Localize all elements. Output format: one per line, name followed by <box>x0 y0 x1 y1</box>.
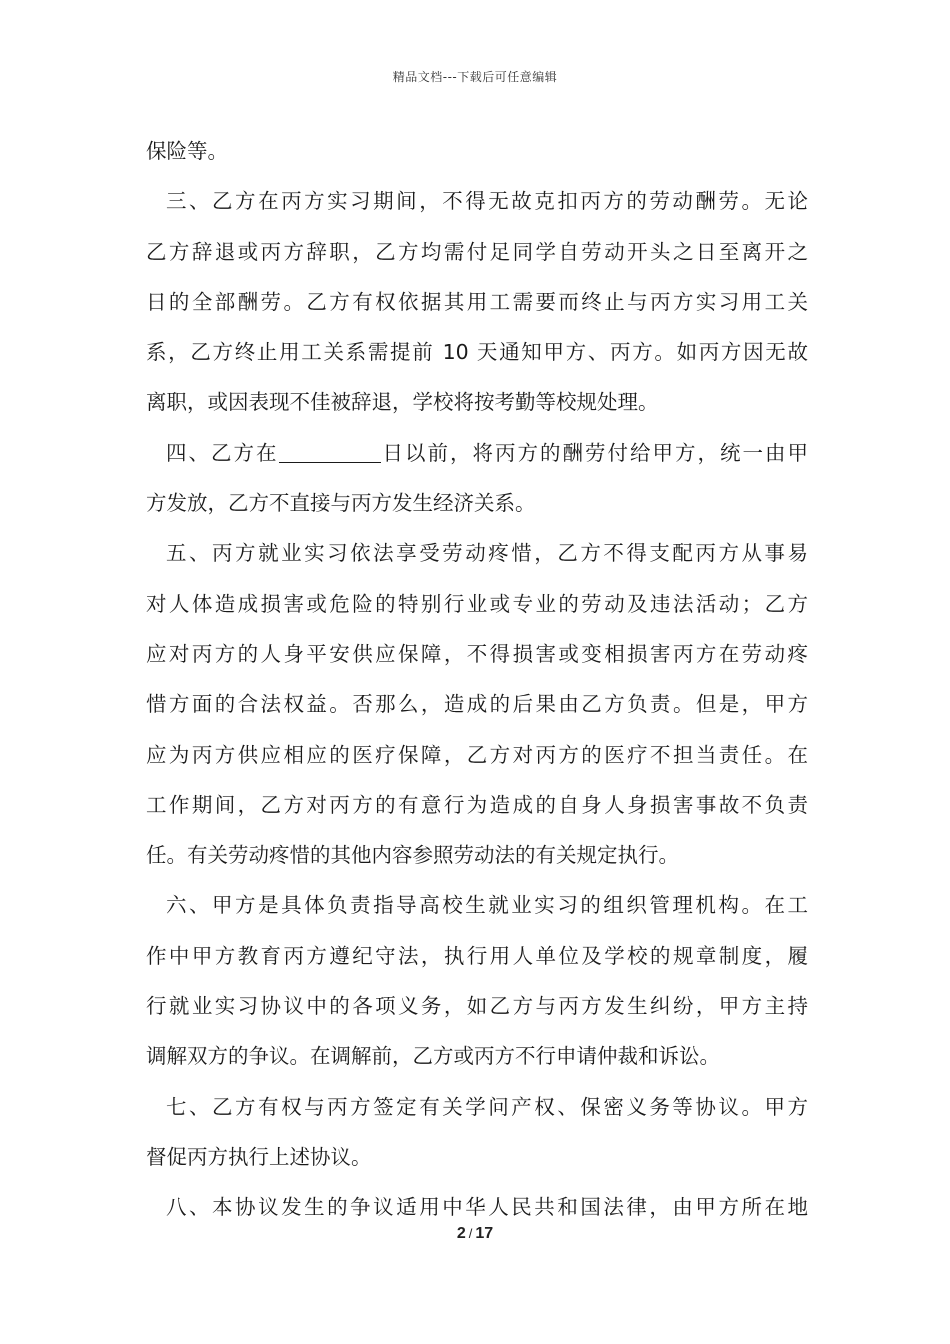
clause-four-rest: 日以前，将丙方的酬劳付给甲方，统一由甲 <box>380 440 808 465</box>
paragraph-line: 工作期间，乙方对丙方的有意行为造成的自身人身损害事故不负责 <box>146 792 808 817</box>
clause-four-start: 四、乙方在 <box>166 440 279 465</box>
paragraph-line: 惜方面的合法权益。否那么，造成的后果由乙方负责。但是，甲方 <box>146 692 808 717</box>
paragraph-line: 任。有关劳动疼惜的其他内容参照劳动法的有关规定执行。 <box>146 843 679 868</box>
page-total: 17 <box>475 1225 494 1242</box>
paragraph-line: 督促丙方执行上述协议。 <box>146 1144 372 1169</box>
paragraph-line: 行就业实习协议中的各项义务，如乙方与丙方发生纠纷，甲方主持 <box>146 994 808 1019</box>
paragraph-line: 应对丙方的人身平安供应保障，不得损害或变相损害丙方在劳动疼 <box>146 641 808 666</box>
paragraph-line: 作中甲方教育丙方遵纪守法，执行用人单位及学校的规章制度，履 <box>146 943 808 968</box>
page-current: 2 <box>456 1225 466 1242</box>
paragraph-line: 乙方辞退或丙方辞职，乙方均需付足同学自劳动开头之日至离开之 <box>146 239 808 264</box>
paragraph-line: 七、乙方有权与丙方签定有关学问产权、保密义务等协议。甲方 <box>166 1094 808 1119</box>
document-body <box>146 126 808 1233</box>
paragraph-line: 八、本协议发生的争议适用中华人民共和国法律，由甲方所在地 <box>166 1195 808 1220</box>
paragraph-line: 离职，或因表现不佳被辞退，学校将按考勤等校规处理。 <box>146 390 659 415</box>
paragraph-line: 应为丙方供应相应的医疗保障，乙方对丙方的医疗不担当责任。在 <box>146 742 808 767</box>
page-number <box>0 1225 950 1243</box>
paragraph-line: 调解双方的争议。在调解前，乙方或丙方不行申请仲裁和诉讼。 <box>146 1044 720 1069</box>
paragraph-line-with-blank <box>146 428 808 478</box>
paragraph-line: 三、乙方在丙方实习期间，不得无故克扣丙方的劳动酬劳。无论 <box>166 189 808 214</box>
page-header: 精品文档---下载后可任意编辑 <box>392 70 558 84</box>
paragraph-line: 保险等。 <box>146 139 228 163</box>
paragraph-line: 六、甲方是具体负责指导高校生就业实习的组织管理机构。在工 <box>166 893 808 918</box>
paragraph-line: 对人体造成损害或危险的特别行业或专业的劳动及违法活动；乙方 <box>146 591 808 616</box>
date-blank-field <box>279 442 381 463</box>
page-separator: / <box>468 1226 473 1241</box>
paragraph-line: 系，乙方终止用工关系需提前 10 天通知甲方、丙方。如丙方因无故 <box>146 340 808 365</box>
paragraph-line: 日的全部酬劳。乙方有权依据其用工需要而终止与丙方实习用工关 <box>146 289 808 314</box>
paragraph-line: 方发放，乙方不直接与丙方发生经济关系。 <box>146 491 536 516</box>
paragraph-line: 五、丙方就业实习依法享受劳动疼惜，乙方不得支配丙方从事易 <box>166 541 808 566</box>
